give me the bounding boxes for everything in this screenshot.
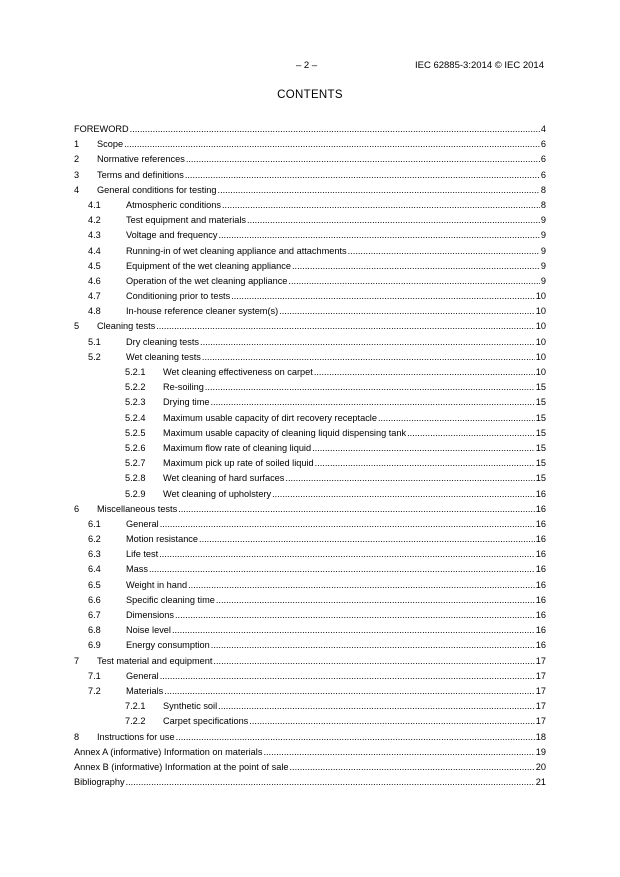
toc-entry-page: 16: [535, 594, 546, 605]
dot-leader: [285, 471, 534, 486]
toc-entry-number: 6.9: [88, 640, 101, 651]
toc-entry-page: 16: [535, 549, 546, 560]
toc-entry-title: Specific cleaning time: [126, 594, 215, 605]
toc-entry-title: Wet cleaning of upholstery: [163, 488, 272, 499]
toc-entry-title: Instructions for use: [97, 731, 175, 742]
toc-entry[interactable]: [74, 760, 546, 775]
dot-leader: [185, 168, 540, 183]
toc-entry-number: 5.2.3: [125, 397, 146, 408]
table-of-contents: [74, 122, 546, 790]
dot-leader: [176, 730, 535, 745]
toc-entry-page: 16: [535, 518, 546, 529]
toc-entry-title: Equipment of the wet cleaning appliance: [126, 260, 291, 271]
toc-entry-title: Maximum pick up rate of soiled liquid: [163, 458, 314, 469]
toc-entry-number: 3: [74, 169, 80, 180]
toc-entry[interactable]: [74, 502, 546, 517]
dot-leader: [199, 532, 535, 547]
dot-leader: [213, 654, 534, 669]
toc-entry-title: Life test: [126, 549, 159, 560]
toc-entry-number: 4.8: [88, 306, 101, 317]
dot-leader: [312, 441, 535, 456]
toc-entry-title: Energy consumption: [126, 640, 210, 651]
toc-entry-title: General: [126, 518, 159, 529]
toc-entry-title: Atmospheric conditions: [126, 199, 221, 210]
toc-entry-title: Operation of the wet cleaning appliance: [126, 275, 288, 286]
toc-entry[interactable]: [74, 593, 546, 608]
toc-entry-page: 9: [540, 275, 546, 286]
toc-entry-title: Carpet specifications: [163, 716, 249, 727]
toc-entry-title: Annex B (informative) Information at the point of sale: [74, 761, 289, 772]
dot-leader: [149, 562, 535, 577]
toc-entry[interactable]: [74, 152, 546, 167]
toc-entry-page: 15: [535, 458, 546, 469]
dot-leader: [247, 213, 540, 228]
dot-leader: [186, 152, 540, 167]
toc-entry[interactable]: [74, 638, 546, 653]
toc-entry-page: 17: [535, 655, 546, 666]
toc-entry-number: 5.2.8: [125, 473, 146, 484]
toc-entry-number: 6.4: [88, 564, 101, 575]
dot-leader: [218, 699, 535, 714]
toc-entry-number: 5.2.6: [125, 442, 146, 453]
toc-entry[interactable]: [74, 669, 546, 684]
toc-entry[interactable]: [74, 578, 546, 593]
toc-entry-number: 5.2.4: [125, 412, 146, 423]
toc-entry-title: Dry cleaning tests: [126, 336, 200, 347]
toc-entry-number: 8: [74, 731, 80, 742]
toc-entry[interactable]: [74, 380, 546, 395]
dot-leader: [314, 365, 535, 380]
toc-entry-number: 5.1: [88, 336, 101, 347]
toc-entry-title: FOREWORD: [74, 124, 129, 134]
toc-entry[interactable]: [74, 487, 546, 502]
toc-entry-title: Terms and definitions: [97, 169, 184, 180]
contents-heading: CONTENTS: [277, 89, 343, 101]
toc-entry-title: Motion resistance: [126, 534, 199, 545]
toc-entry-number: 7.2.2: [125, 716, 146, 727]
toc-entry-page: 17: [535, 685, 546, 696]
toc-entry-number: 5: [74, 321, 80, 332]
toc-entry[interactable]: [74, 289, 546, 304]
toc-entry-number: 5.2.7: [125, 458, 146, 469]
toc-entry-number: 6.7: [88, 610, 101, 620]
dot-leader: [126, 775, 535, 790]
dot-leader: [160, 517, 535, 532]
toc-entry-title: In-house reference cleaner system(s): [126, 306, 279, 317]
toc-entry-number: 2: [74, 154, 80, 165]
standard-reference: IEC 62885-3:2014 © IEC 2014: [414, 60, 544, 71]
toc-entry-page: 16: [535, 564, 546, 575]
toc-entry-number: 6.5: [88, 579, 101, 590]
toc-entry[interactable]: [74, 684, 546, 699]
toc-entry-title: Maximum usable capacity of dirt recovery receptacle: [163, 412, 377, 423]
toc-entry-page: 16: [535, 488, 546, 499]
toc-entry-number: 4.2: [88, 215, 101, 226]
toc-entry[interactable]: [74, 411, 546, 426]
toc-entry[interactable]: [74, 335, 546, 350]
dot-leader: [315, 456, 535, 471]
toc-entry-title: Synthetic soil: [163, 701, 218, 712]
toc-entry-number: 4.3: [88, 230, 101, 241]
dot-leader: [218, 228, 539, 243]
toc-entry-page: 8: [540, 199, 546, 210]
toc-entry-page: 17: [535, 716, 546, 727]
toc-entry-title: Weight in hand: [126, 579, 188, 590]
toc-entry-page: 16: [535, 640, 546, 651]
toc-entry-title: Maximum usable capacity of cleaning liquid dispensing tank: [163, 427, 407, 438]
toc-entry-title: Conditioning prior to tests: [126, 291, 231, 302]
toc-entry-number: 4.5: [88, 260, 101, 271]
toc-entry[interactable]: [74, 562, 546, 577]
toc-entry[interactable]: [74, 654, 546, 669]
toc-entry-title: Normative references: [97, 154, 185, 165]
toc-entry-title: Test equipment and materials: [126, 215, 247, 226]
toc-entry-title: Bibliography: [74, 777, 125, 788]
toc-entry[interactable]: [74, 350, 546, 365]
toc-entry-number: 4.4: [88, 245, 101, 256]
toc-entry-page: 15: [535, 473, 546, 484]
toc-entry-page: 9: [540, 230, 546, 241]
dot-leader: [231, 289, 535, 304]
toc-entry-title: Running-in of wet cleaning appliance and attachments: [126, 245, 347, 256]
toc-entry-title: Wet cleaning of hard surfaces: [163, 473, 285, 484]
toc-entry[interactable]: [74, 198, 546, 213]
toc-entry[interactable]: [74, 532, 546, 547]
toc-entry[interactable]: [74, 730, 546, 745]
toc-entry-title: Voltage and frequency: [126, 230, 218, 241]
dot-leader: [130, 122, 540, 137]
toc-entry-title: Annex A (informative) Information on materials: [74, 746, 263, 757]
toc-entry-title: Dimensions: [126, 610, 174, 620]
toc-entry[interactable]: [74, 168, 546, 183]
toc-entry[interactable]: [74, 183, 546, 198]
toc-entry[interactable]: [74, 228, 546, 243]
toc-entry-page: 16: [535, 625, 546, 636]
dot-leader: [289, 760, 534, 775]
toc-entry-page: 15: [535, 382, 546, 393]
dot-leader: [211, 638, 535, 653]
toc-entry[interactable]: [74, 745, 546, 760]
toc-entry[interactable]: [74, 441, 546, 456]
toc-entry-number: 6.8: [88, 625, 101, 636]
toc-entry[interactable]: [74, 259, 546, 274]
toc-entry-page: 6: [540, 169, 546, 180]
dot-leader: [218, 183, 540, 198]
toc-entry-page: 15: [535, 397, 546, 408]
toc-entry-number: 6.6: [88, 594, 101, 605]
toc-entry[interactable]: [74, 122, 546, 137]
toc-entry-number: 4.6: [88, 275, 101, 286]
dot-leader: [200, 335, 535, 350]
dot-leader: [216, 593, 535, 608]
toc-entry-number: 1: [74, 139, 80, 150]
dot-leader: [178, 502, 535, 517]
toc-entry-number: 5.2.2: [125, 382, 146, 393]
toc-entry-number: 6.3: [88, 549, 101, 560]
toc-entry-number: 7.2: [88, 685, 101, 696]
toc-entry-page: 21: [535, 777, 546, 788]
toc-entry[interactable]: [74, 699, 546, 714]
toc-entry-page: 6: [540, 139, 546, 150]
toc-entry-page: 17: [535, 701, 546, 712]
toc-entry-page: 20: [535, 761, 546, 772]
toc-entry[interactable]: [74, 304, 546, 319]
dot-leader: [279, 304, 535, 319]
dot-leader: [205, 380, 535, 395]
toc-entry-page: 10: [535, 306, 546, 317]
toc-entry-page: 15: [535, 442, 546, 453]
toc-entry-page: 8: [540, 184, 546, 195]
dot-leader: [202, 350, 535, 365]
toc-entry[interactable]: [74, 213, 546, 228]
toc-entry[interactable]: [74, 274, 546, 289]
dot-leader: [263, 745, 534, 760]
toc-entry[interactable]: [74, 456, 546, 471]
toc-entry-page: 9: [540, 215, 546, 226]
dot-leader: [124, 137, 540, 152]
toc-entry[interactable]: [74, 775, 546, 790]
toc-entry-title: General conditions for testing: [97, 184, 217, 195]
toc-entry-page: 6: [540, 154, 546, 165]
toc-entry-number: 6: [74, 503, 80, 514]
toc-entry-page: 10: [535, 351, 546, 362]
toc-entry-title: Materials: [126, 685, 164, 696]
toc-entry-title: Maximum flow rate of cleaning liquid: [163, 442, 312, 453]
toc-entry-title: General: [126, 670, 159, 681]
toc-entry-number: 7: [74, 655, 80, 666]
toc-entry[interactable]: [74, 137, 546, 152]
toc-entry-page: 10: [535, 367, 546, 377]
toc-entry[interactable]: [74, 426, 546, 441]
toc-entry-number: 4: [74, 184, 80, 195]
toc-entry-title: Wet cleaning tests: [126, 351, 201, 362]
toc-entry-page: 4: [540, 124, 546, 134]
toc-entry-page: 10: [535, 336, 546, 347]
dot-leader: [159, 547, 535, 562]
dot-leader: [378, 411, 535, 426]
toc-entry[interactable]: [74, 547, 546, 562]
dot-leader: [156, 319, 535, 334]
toc-entry-title: Scope: [97, 139, 124, 150]
toc-entry-page: 15: [535, 412, 546, 423]
toc-entry[interactable]: [74, 714, 546, 729]
toc-entry-page: 15: [535, 427, 546, 438]
toc-entry-number: 4.7: [88, 291, 101, 302]
toc-entry[interactable]: [74, 517, 546, 532]
toc-entry[interactable]: [74, 244, 546, 259]
dot-leader: [272, 487, 535, 502]
toc-entry-title: Noise level: [126, 625, 171, 636]
toc-entry-title: Miscellaneous tests: [97, 503, 178, 514]
toc-entry-number: 4.1: [88, 199, 101, 210]
toc-entry-page: 10: [535, 321, 546, 332]
toc-entry-title: Cleaning tests: [97, 321, 156, 332]
toc-entry-title: Re-soiling: [163, 382, 204, 393]
toc-entry-page: 17: [535, 670, 546, 681]
toc-entry-number: 6.2: [88, 534, 101, 545]
dot-leader: [160, 669, 535, 684]
toc-entry-number: 5.2: [88, 351, 101, 362]
toc-entry-title: Wet cleaning effectiveness on carpet: [163, 367, 313, 377]
toc-entry[interactable]: [74, 319, 546, 334]
toc-entry-page: 16: [535, 579, 546, 590]
dot-leader: [292, 259, 540, 274]
toc-entry[interactable]: [74, 395, 546, 410]
dot-leader: [348, 244, 540, 259]
toc-entry-number: 5.2.5: [125, 427, 146, 438]
toc-entry-number: 5.2.1: [125, 367, 146, 377]
dot-leader: [210, 395, 534, 410]
dot-leader: [175, 608, 535, 623]
toc-entry-title: Mass: [126, 564, 148, 575]
page-number: – 2 –: [296, 60, 318, 71]
toc-entry[interactable]: [74, 623, 546, 638]
dot-leader: [172, 623, 535, 638]
toc-entry-title: Drying time: [163, 397, 210, 408]
toc-entry-page: 9: [540, 245, 546, 256]
toc-entry-page: 16: [535, 610, 546, 620]
toc-entry[interactable]: [74, 365, 546, 380]
toc-entry-number: 5.2.9: [125, 488, 146, 499]
dot-leader: [188, 578, 535, 593]
toc-entry-page: 9: [540, 260, 546, 271]
dot-leader: [249, 714, 534, 729]
toc-entry-page: 16: [535, 534, 546, 545]
toc-entry-number: 6.1: [88, 518, 101, 529]
toc-entry-number: 7.1: [88, 670, 101, 681]
toc-entry-page: 18: [535, 731, 546, 742]
dot-leader: [222, 198, 540, 213]
toc-entry-page: 10: [535, 291, 546, 302]
toc-entry[interactable]: [74, 471, 546, 486]
toc-entry[interactable]: [74, 608, 546, 623]
toc-entry-page: 16: [535, 503, 546, 514]
toc-entry-number: 7.2.1: [125, 701, 146, 712]
dot-leader: [164, 684, 534, 699]
toc-entry-title: Test material and equipment: [97, 655, 213, 666]
dot-leader: [288, 274, 539, 289]
toc-entry-page: 19: [535, 746, 546, 757]
dot-leader: [407, 426, 535, 441]
